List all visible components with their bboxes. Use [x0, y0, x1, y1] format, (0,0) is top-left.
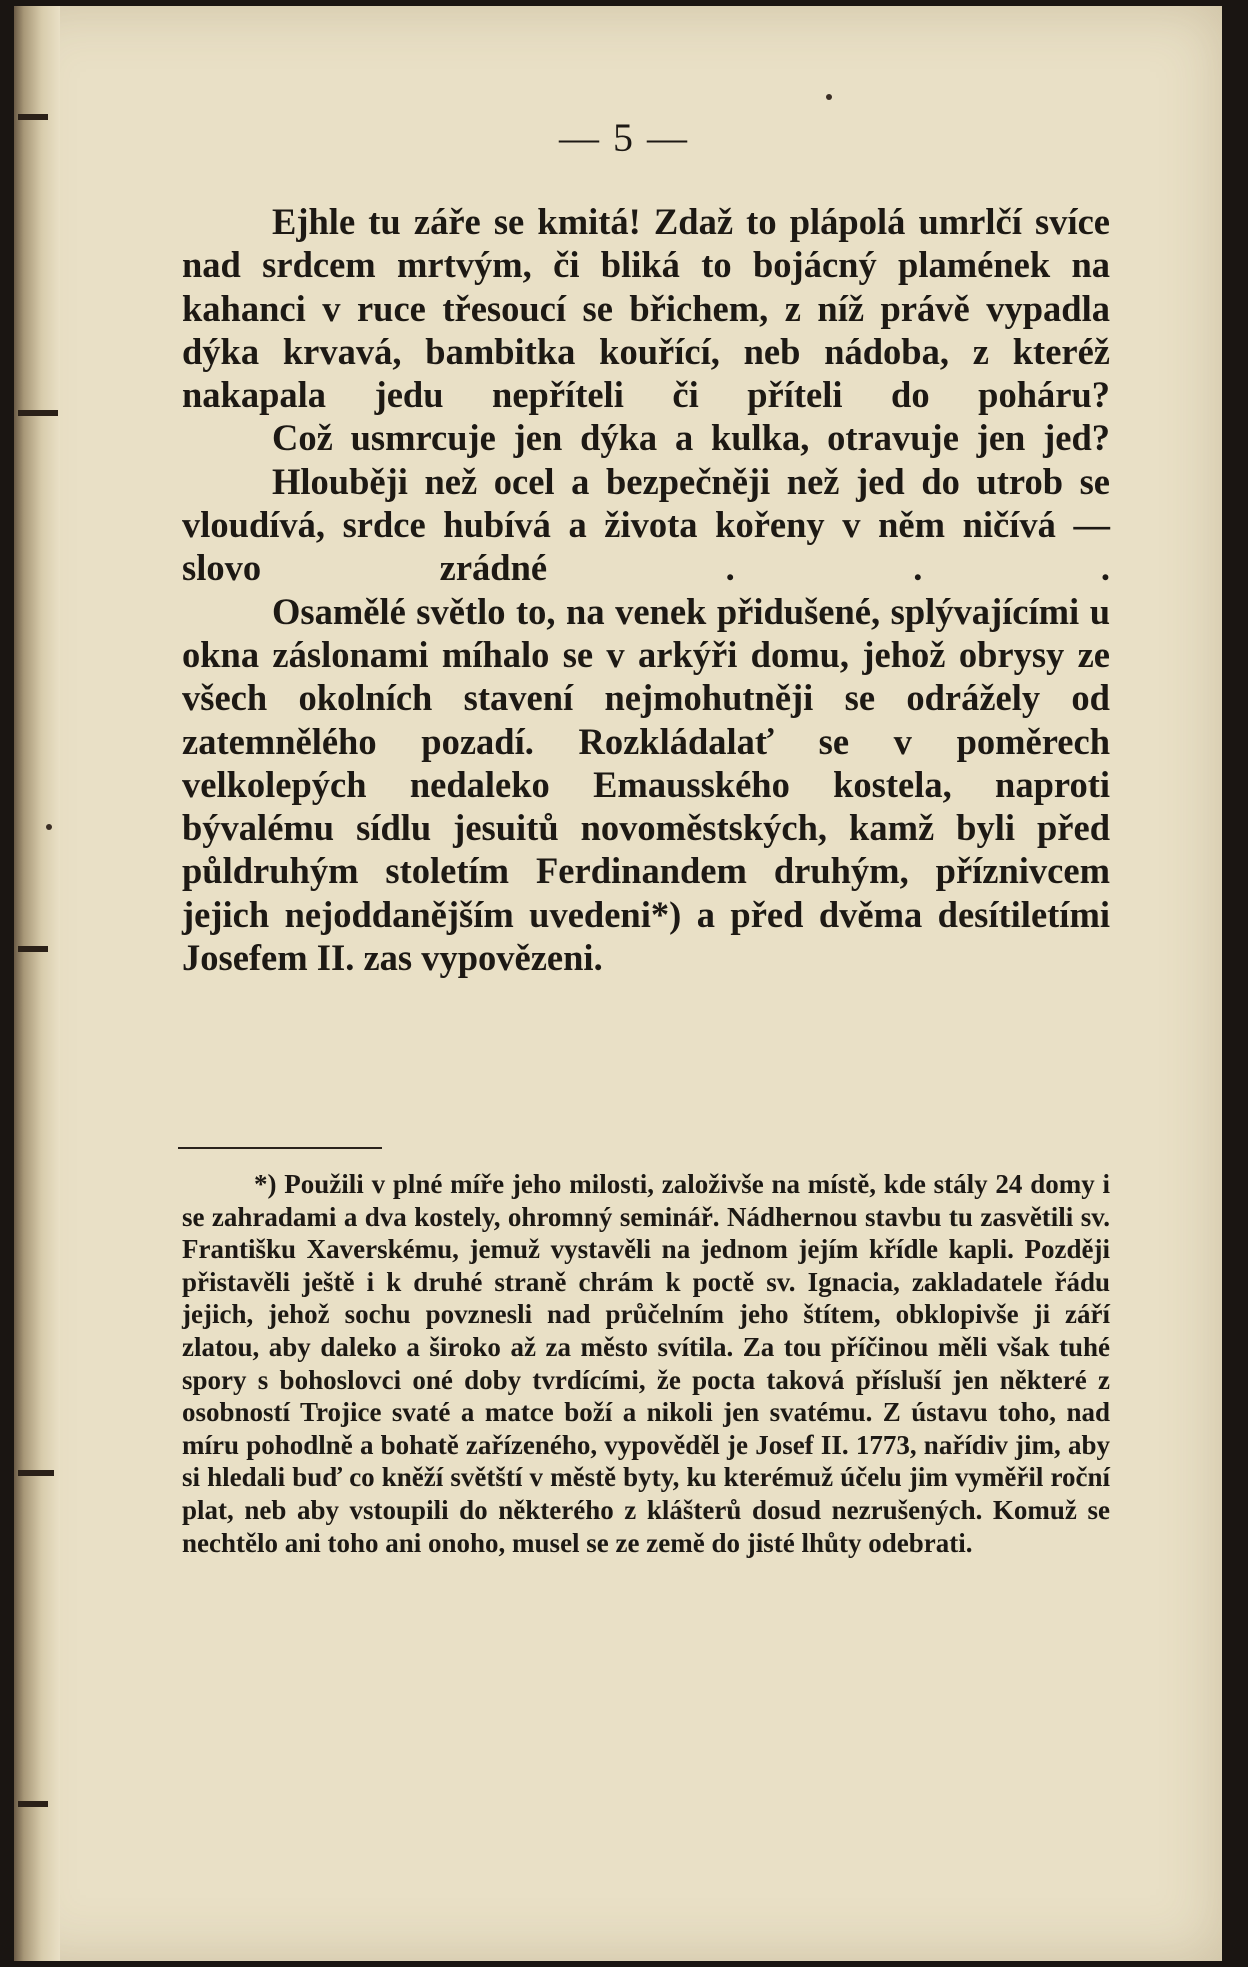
paragraph: Osamělé světlo to, na venek přidušené, splývajícími u okna záslonami míhalo se v arkýři domu, jehož obrysy ze všech okolních stavení nejmohutněji se odrážely od zatemnělého pozadí. Rozkládalať se v poměrech velkolepých nedaleko Emausského kostela, naproti bývalému sídlu jesuitů novoměstských, kamž byli před půldruhým stoletím Ferdinandem druhým, příznivcem jejich nejoddanějším uvedeni*) a před dvěma desítiletími Josefem II. zas vypovězeni. [182, 590, 1110, 979]
ink-speck [826, 94, 832, 100]
footnote-separator [178, 1147, 382, 1149]
main-text [182, 200, 1110, 979]
paragraph: Ejhle tu záře se kmitá! Zdaž to plápolá umrlčí svíce nad srdcem mrtvým, či bliká to bojácný plamének na kahanci v ruce třesoucí se břichem, z níž právě vypadla dýka krvavá, bambitka kouřící, neb nádoba, z kteréž nakapala jedu nepříteli či příteli do poháru? [182, 201, 1110, 416]
binding-thread-mark [18, 1470, 54, 1476]
binding-thread-mark [18, 1801, 48, 1807]
ink-speck [46, 824, 52, 830]
footnote: *) Použili v plné míře jeho milosti, založivše na místě, kde stály 24 domy i se zahradami a dva kostely, ohromný seminář. Nádhernou stavbu tu zasvětili sv. Františku Xaverskému, jemuž vystavěli na jednom jejím křídle kapli. Později přistavěli ještě i k druhé straně chrám k poctě sv. Ignacia, zakladatele řádu jejich, jehož sochu povznesli nad průčelním jeho štítem, obklopivše ji září zlatou, aby daleko a široko až za město svítila. Za tou příčinou měli však tuhé spory s bohoslovci oné doby tvrdícími, že pocta taková přísluší jen některé z osobností Trojice svaté a matce boží a nikoli jen svatému. Z ústavu toho, nad míru pohodlně a bohatě zařízeného, vypověděl je Josef II. 1773, nařídiv jim, aby si hledali buď co kněží světští v městě byty, ku kterémuž účelu jim vyměřil roční plat, neb aby vstoupili do některého z klášterů dosud nezrušených. Komuž se nechtělo ani toho ani onoho, musel se ze země do jisté lhůty odebrati. [182, 1169, 1110, 1558]
binding-edge [14, 6, 60, 1961]
paragraph: Což usmrcuje jen dýka a kulka, otravuje jen jed? [272, 417, 1110, 459]
binding-thread-mark [18, 410, 58, 416]
paragraph: Hlouběji než ocel a bezpečněji než jed do utrob se vloudívá, srdce hubívá a života kořeny v něm ničívá — slovo zrádné . . . [182, 460, 1110, 589]
binding-thread-mark [18, 946, 48, 952]
page-number: — 5 — [559, 115, 689, 160]
